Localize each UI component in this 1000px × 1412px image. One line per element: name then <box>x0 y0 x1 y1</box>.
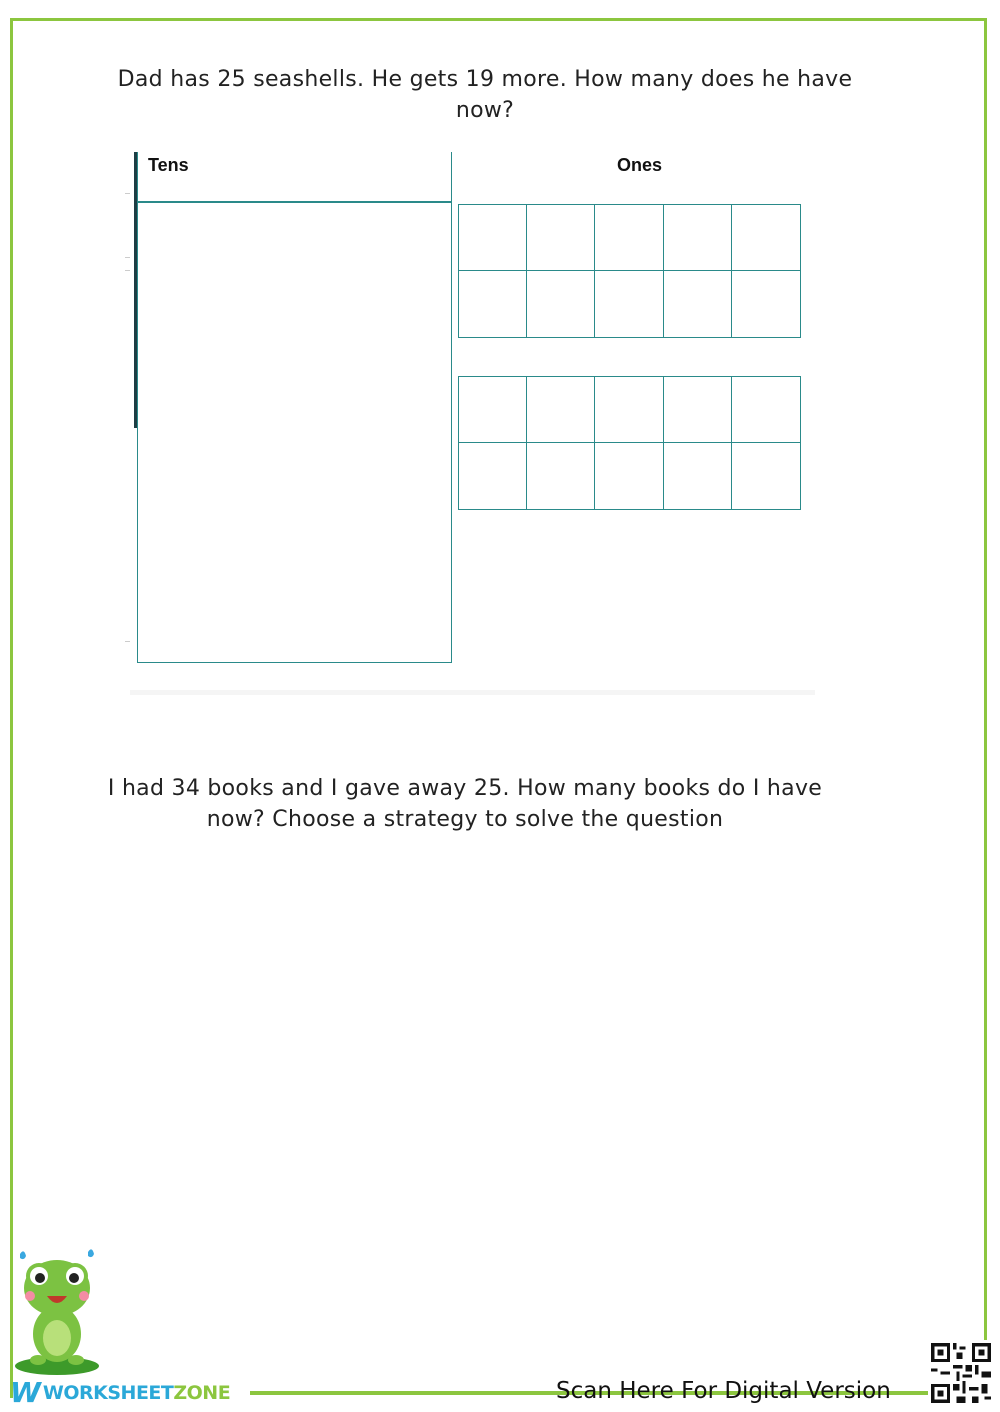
frog-mascot-icon <box>12 1246 102 1376</box>
ten-frame-cell[interactable] <box>459 443 527 509</box>
logo-w-icon: W <box>10 1376 41 1409</box>
ten-frame-cell[interactable] <box>664 443 732 509</box>
ten-frame-cell[interactable] <box>595 443 663 509</box>
qr-code-icon[interactable] <box>928 1340 994 1406</box>
ten-frame-cell[interactable] <box>527 443 595 509</box>
ten-frame-cell[interactable] <box>664 271 732 337</box>
section-separator <box>130 690 815 695</box>
tick-mark <box>125 270 130 271</box>
ten-frame-cell[interactable] <box>664 205 732 271</box>
ten-frame-cell[interactable] <box>595 377 663 443</box>
tens-column-box <box>137 152 452 663</box>
ones-label: Ones <box>617 155 663 175</box>
ten-frame-cell[interactable] <box>595 205 663 271</box>
ten-frame-1 <box>458 204 801 338</box>
ten-frame-cell[interactable] <box>459 205 527 271</box>
ten-frame-cell[interactable] <box>732 205 800 271</box>
ten-frame-cell[interactable] <box>595 271 663 337</box>
tick-mark <box>125 641 130 642</box>
ten-frame-cell[interactable] <box>459 377 527 443</box>
scan-here-text: Scan Here For Digital Version <box>556 1378 891 1404</box>
ten-frame-cell[interactable] <box>527 377 595 443</box>
ten-frame-cell[interactable] <box>732 443 800 509</box>
tick-mark <box>125 257 130 258</box>
ten-frame-2 <box>458 376 801 510</box>
ten-frame-cell[interactable] <box>664 377 732 443</box>
tick-mark <box>125 193 130 194</box>
tens-header-divider <box>137 201 452 203</box>
question-2-text: I had 34 books and I gave away 25. How many books do I have now? Choose a strategy to solve the question <box>107 776 823 832</box>
ten-frame-cell[interactable] <box>732 271 800 337</box>
ten-frame-cell[interactable] <box>732 377 800 443</box>
worksheetzone-logo[interactable] <box>10 1376 230 1409</box>
tens-label: Tens <box>148 155 189 175</box>
logo-text: WORKSHEETZONE <box>42 1381 231 1404</box>
question-1-text: Dad has 25 seashells. He gets 19 more. How many does he have now? <box>117 67 853 123</box>
ten-frame-cell[interactable] <box>527 205 595 271</box>
ten-frame-cell[interactable] <box>459 271 527 337</box>
ten-frame-cell[interactable] <box>527 271 595 337</box>
